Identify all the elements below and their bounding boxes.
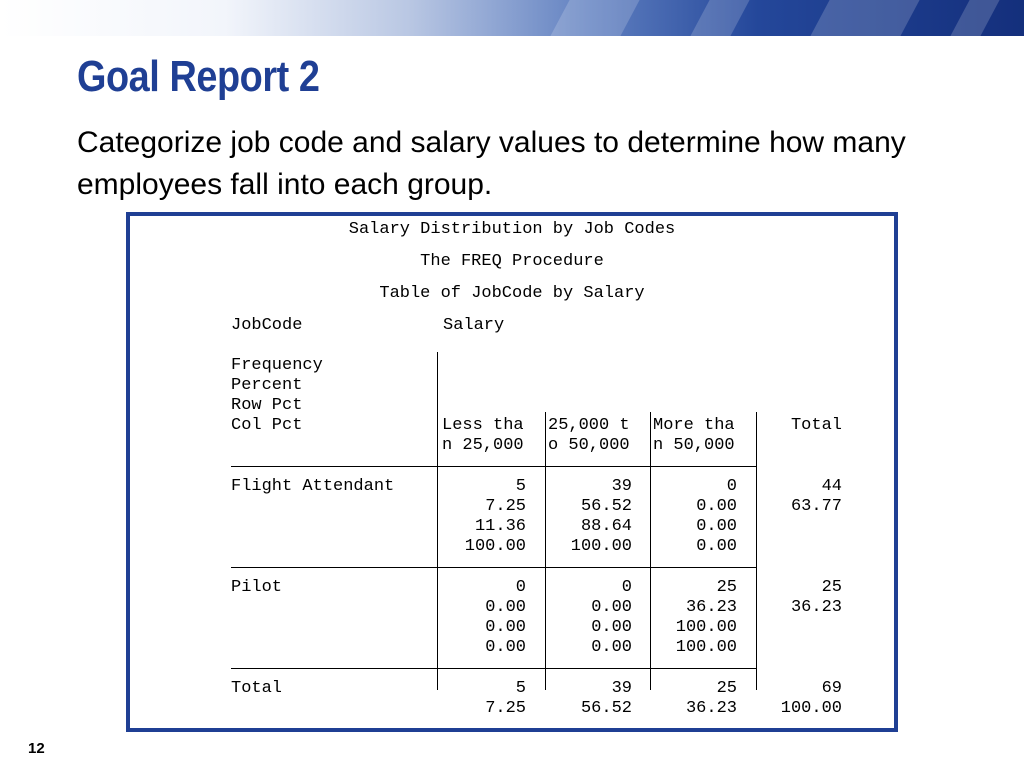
row-total: 25 — [821, 578, 842, 597]
cell-value: 0.00 — [696, 537, 737, 556]
slide-subtitle: Categorize job code and salary values to determine how many employees fall into each group. — [77, 126, 906, 201]
cell-value: 56.52 — [580, 497, 632, 516]
header-banner — [0, 0, 1024, 36]
col-header-1-line1: Less tha — [442, 416, 524, 435]
row-label-flight-attendant: Flight Attendant — [231, 477, 395, 496]
row-separator — [231, 668, 757, 669]
row-separator — [231, 466, 757, 467]
stat-label-frequency: Frequency — [231, 356, 323, 375]
total-column-header: Total — [790, 416, 842, 435]
cell-value: 0.00 — [696, 517, 737, 536]
row-total: 36.23 — [790, 598, 842, 617]
row-variable-label: JobCode — [231, 316, 303, 335]
cell-value: 0 — [515, 578, 526, 597]
stat-label-percent: Percent — [231, 376, 303, 395]
cell-value: 0.00 — [485, 638, 526, 657]
row-total: 44 — [821, 477, 842, 496]
column-total: 25 — [716, 679, 737, 698]
cell-value: 5 — [515, 477, 526, 496]
col-header-3-line2: n 50,000 — [653, 436, 735, 455]
cell-value: 0.00 — [485, 598, 526, 617]
page-number: 12 — [28, 740, 45, 757]
column-total: 5 — [515, 679, 526, 698]
cell-value: 0 — [726, 477, 737, 496]
col-header-2-line2: o 50,000 — [548, 436, 630, 455]
grid-line-left — [437, 352, 438, 690]
cell-value: 100.00 — [675, 618, 737, 637]
row-total: 63.77 — [790, 497, 842, 516]
cell-value: 39 — [611, 477, 632, 496]
cell-value: 36.23 — [685, 598, 737, 617]
output-title: Salary Distribution by Job Codes — [348, 220, 676, 239]
cell-value: 11.36 — [474, 517, 526, 536]
cell-value: 0.00 — [485, 618, 526, 637]
cell-value: 0.00 — [696, 497, 737, 516]
cell-value: 0.00 — [591, 618, 632, 637]
slide-title: Goal Report 2 — [77, 52, 320, 101]
column-total: 39 — [611, 679, 632, 698]
grid-line-col2 — [650, 412, 651, 690]
column-variable-label: Salary — [443, 316, 505, 335]
row-label-pilot: Pilot — [231, 578, 283, 597]
col-header-3-line1: More tha — [653, 416, 735, 435]
cell-value: 0.00 — [591, 638, 632, 657]
grand-total: 69 — [821, 679, 842, 698]
stat-label-row-pct: Row Pct — [231, 396, 303, 415]
grand-total: 100.00 — [780, 699, 842, 718]
col-header-1-line2: n 25,000 — [442, 436, 524, 455]
cell-value: 100.00 — [675, 638, 737, 657]
row-separator — [231, 567, 757, 568]
row-label-total: Total — [231, 679, 283, 698]
column-total: 36.23 — [685, 699, 737, 718]
cell-value: 0 — [621, 578, 632, 597]
sas-output-box — [126, 212, 898, 732]
stat-label-col-pct: Col Pct — [231, 416, 303, 435]
col-header-2-line1: 25,000 t — [548, 416, 630, 435]
column-total: 56.52 — [580, 699, 632, 718]
cell-value: 25 — [716, 578, 737, 597]
grid-line-col1 — [545, 412, 546, 690]
grid-line-col3 — [756, 412, 757, 690]
cell-value: 100.00 — [570, 537, 632, 556]
procedure-name: The FREQ Procedure — [420, 252, 604, 271]
cell-value: 100.00 — [464, 537, 526, 556]
column-total: 7.25 — [485, 699, 526, 718]
cell-value: 0.00 — [591, 598, 632, 617]
cell-value: 7.25 — [485, 497, 526, 516]
cell-value: 88.64 — [580, 517, 632, 536]
table-title: Table of JobCode by Salary — [379, 284, 645, 303]
